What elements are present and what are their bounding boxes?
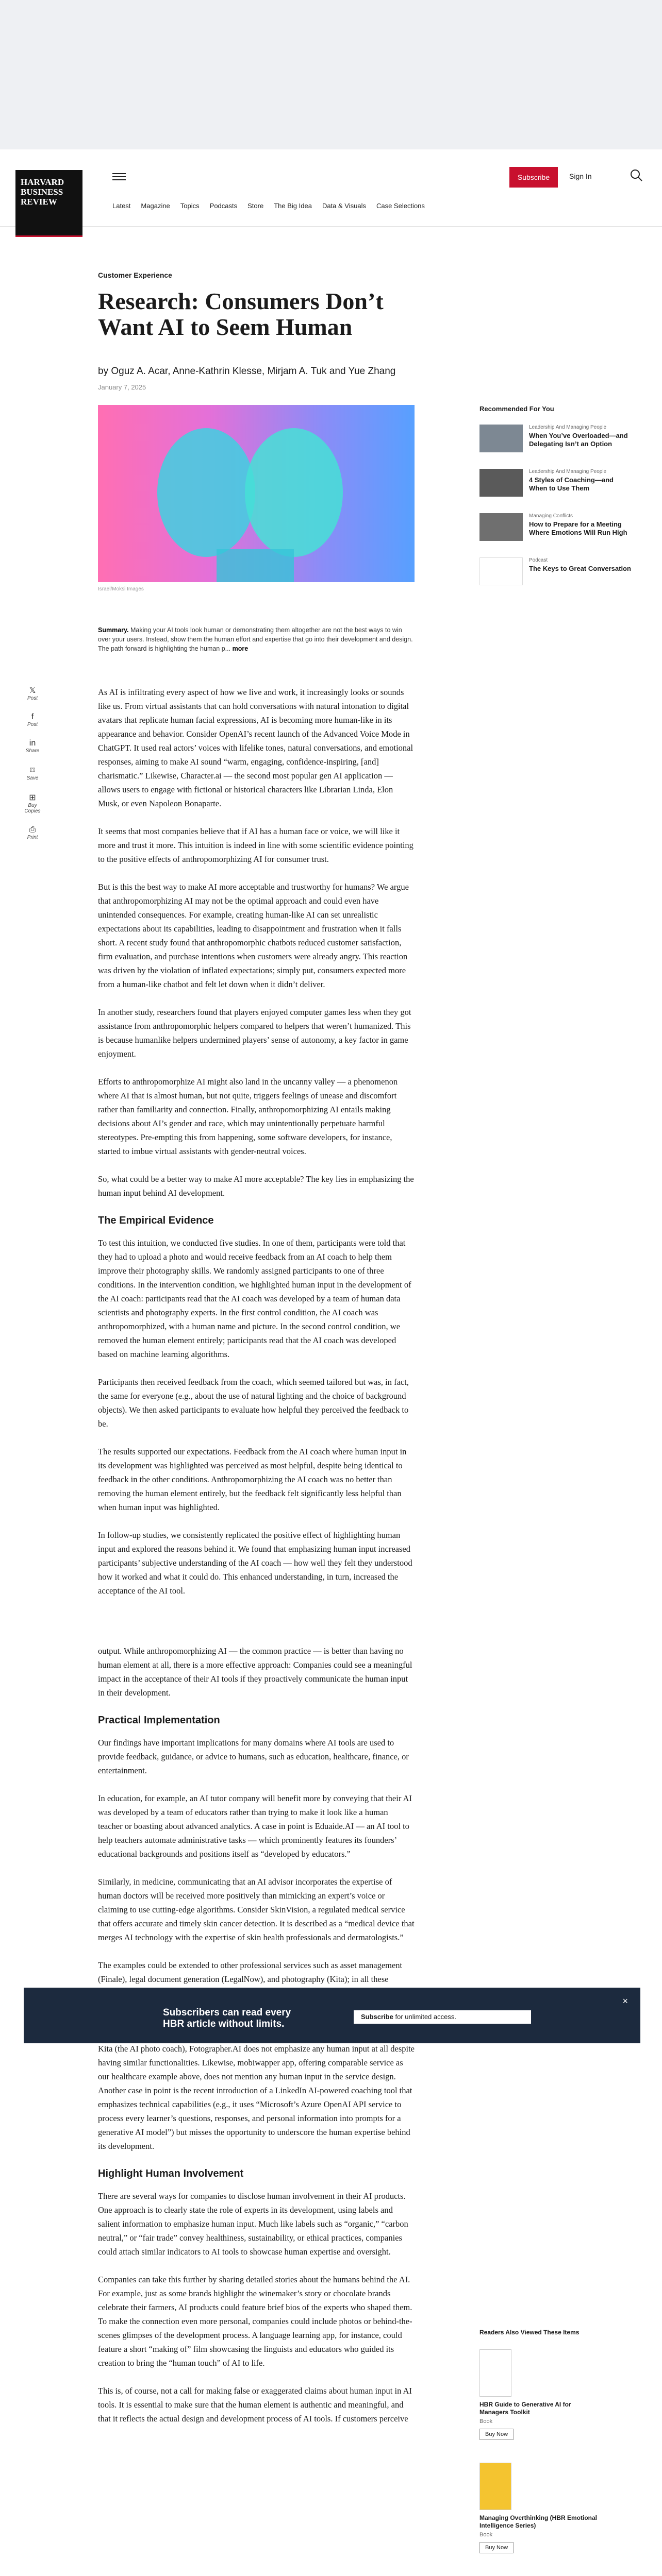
publish-date: January 7, 2025 bbox=[98, 383, 146, 391]
paragraph: To test this intuition, we conducted five studies. In one of them, participants were told that they had to upload a photo and would receive feedback from an AI coach to help them improve their photography skills. We randomly assigned participants to one of three conditions. In the intervention condition, we highlighted human input in the development of the AI coach: participants read that the AI coach was developed by a team of human data scientists and photography experts. In the first control condition, the AI coach was anthropomorphized, with a human name and picture. In the second control condition, we removed the human element entirely; participants read that the AI coach was developed based on machine learning algorithms. bbox=[98, 1238, 411, 1359]
nav-podcasts[interactable]: Podcasts bbox=[209, 202, 238, 210]
recommended-thumbnail bbox=[479, 513, 523, 541]
paragraph: Participants then received feedback from the coach, which seemed tailored but was, in fact, the same for everyone (e.g., about the use of natural lighting and the choice of background objects). We then asked participants to evaluate how helpful they perceived the feedback to be. bbox=[98, 1377, 409, 1429]
summary bbox=[98, 625, 415, 653]
paragraph: So, what could be a better way to make AI more acceptable? The key lies in emphasizing the human input behind AI development. bbox=[98, 1174, 414, 1198]
hero-image bbox=[98, 405, 415, 582]
nav-case-selections[interactable]: Case Selections bbox=[376, 202, 425, 210]
recommended-title: Recommended For You bbox=[479, 405, 554, 413]
paragraph: Similarly, in medicine, communicating that an AI advisor incorporates the expertise of human doctors will be received more positively than mimicking an expert’s voice or claiming to use cutting-edge algorithms. Consider SkinVision, a regulated medical service that offers accurate and timely skin cancer detection. It is described as a “medical device that merges AI technology with the expertise of skin health professionals and dermatologists.” bbox=[98, 1877, 415, 1942]
buy-now-button[interactable]: Buy Now bbox=[479, 2429, 514, 2440]
hbr-logo[interactable]: HARVARD BUSINESS REVIEW bbox=[15, 170, 82, 237]
paragraph: In education, for example, an AI tutor company will benefit more by conveying that their AI was developed by a team of educators rather than trying to make it look like a human teacher or boasting about advanced analytics. A case in point is Eduaide.AI — an AI tool to help teachers automate administrative tasks — which prominently features its founders’ educational backgrounds and positions itself as “developed by educators.” bbox=[98, 1793, 412, 1859]
paywall-message: Subscribers can read every HBR article without limits. bbox=[163, 2007, 291, 2029]
paywall-banner bbox=[24, 1988, 640, 2043]
section-heading: Highlight Human Involvement bbox=[98, 2168, 244, 2179]
paragraph: output. While anthropomorphizing AI — the common practice — is better than having no human element at all, there is a more effective approach: Companies could see a meaningful impact in the acceptance of their AI tools if they proactively communicate the human input in their development. bbox=[98, 1646, 412, 1698]
bookmark-icon: ⌑ bbox=[30, 766, 35, 775]
share-x[interactable]: 𝕏 Post bbox=[24, 685, 41, 701]
section-heading: The Empirical Evidence bbox=[98, 1215, 214, 1226]
recommended-thumbnail bbox=[479, 425, 523, 452]
share-rail bbox=[24, 685, 41, 852]
article-title: Research: Consumers Don’t Want AI to Seem Human bbox=[98, 288, 384, 340]
paragraph: There are several ways for companies to disclose human involvement in their AI products. One approach is to clearly state the role of experts in its development, using labels and salient information to emphasize human input. Much like labels such as “organic,” “carbon neutral,” or “fair trade” convey healthiness, sustainability, or ethical practices, companies could attach similar indicators to AI tools to showcase human expertise and oversight. bbox=[98, 2191, 408, 2257]
facebook-icon: f bbox=[31, 713, 34, 721]
subscribe-button[interactable]: Subscribe bbox=[509, 167, 558, 188]
nav-big-idea[interactable]: The Big Idea bbox=[274, 202, 312, 210]
book-cover bbox=[479, 2463, 511, 2510]
menu-icon[interactable] bbox=[112, 171, 126, 182]
paragraph: In another study, researchers found that players enjoyed computer games less when they got assistance from anthropomorphic helpers compared to helpers that weren’t humanized. This is because humanlike helpers undermined players’ sense of autonomy, a key factor in game enjoyment. bbox=[98, 1007, 411, 1059]
share-buy-copies[interactable]: ⊞ Buy Copies bbox=[24, 793, 41, 814]
share-print[interactable]: ⎙ Print bbox=[24, 825, 41, 840]
readers-also-viewed-title: Readers Also Viewed These Items bbox=[479, 2329, 580, 2336]
share-linkedin[interactable]: in Share bbox=[24, 739, 41, 754]
x-icon: 𝕏 bbox=[29, 686, 36, 695]
product-card[interactable]: Managing Overthinking (HBR Emotional Intelligence Series) Book Buy Now bbox=[479, 2463, 598, 2553]
search-icon[interactable] bbox=[629, 168, 643, 182]
linkedin-icon: in bbox=[29, 739, 36, 748]
paragraph: Efforts to anthropomorphize AI might also land in the uncanny valley — a phenomenon where AI that is almost human, but not quite, triggers feelings of unease and discomfort rather than familiarity and connection. Finally, anthropomorphizing AI entails making decisions about AI’s gender and race, which may unintentionally perpetuate harmful stereotypes. Pre-empting this from happening, some software developers, for instance, started to imbue virtual assistants with gender-neutral voices. bbox=[98, 1077, 398, 1156]
article-body bbox=[98, 685, 415, 2439]
paragraph: It seems that most companies believe that if AI has a human face or voice, we will like it more and trust it more. This intuition is indeed in line with some scientific evidence pointing to the positive effects of anthropomorphizing AI for consumer trust. bbox=[98, 826, 413, 864]
paragraph: Our findings have important implications for many domains where AI tools are used to provide feedback, guidance, or advice to humans, such as education, healthcare, finance, or entertainment. bbox=[98, 1738, 409, 1775]
paragraph: The results supported our expectations. Feedback from the AI coach where human input in its development was highlighted was perceived as most helpful, despite being identical to feedback in the other conditions. Anthropomorphizing the AI coach was no better than removing the human element entirely, but the feedback felt significantly less helpful than when human input was highlighted. bbox=[98, 1447, 407, 1512]
recommended-thumbnail bbox=[479, 469, 523, 497]
sign-in-link[interactable]: Sign In bbox=[569, 172, 592, 180]
product-card[interactable]: HBR Guide to Generative AI for Managers Toolkit Book Buy Now bbox=[479, 2349, 598, 2440]
summary-more[interactable]: more bbox=[232, 645, 249, 652]
paragraph: This is, of course, not a call for making false or exaggerated claims about human input in AI tools. It is essential to make sure that the human element is authentic and meaningful, and that it reflects the actual design and development process of AI tools. If customers perceive bbox=[98, 2386, 412, 2424]
summary-label: Summary. bbox=[98, 626, 129, 634]
paragraph: In follow-up studies, we consistently replicated the positive effect of highlighting human input and explored the reasons behind it. We found that emphasizing human input increased participants’ subjective understanding of the AI coach — how well they felt they understood how it worked and what it could do. This enhanced understanding, in turn, increased the acceptance of the AI tool. bbox=[98, 1530, 412, 1596]
nav-latest[interactable]: Latest bbox=[112, 202, 131, 210]
site-header bbox=[0, 149, 662, 227]
buy-now-button[interactable]: Buy Now bbox=[479, 2542, 514, 2553]
cart-icon: ⊞ bbox=[29, 793, 36, 802]
paywall-subscribe-button[interactable]: Subscribe for unlimited access. bbox=[354, 2010, 531, 2024]
image-credit: Israel/Moksi Images bbox=[98, 586, 144, 592]
nav-topics[interactable]: Topics bbox=[180, 202, 200, 210]
paragraph: The examples could be extended to other professional services such as asset management (Finale), legal document generation (LegalNow), and photography (Kita); in all these bbox=[98, 1960, 403, 1984]
book-cover bbox=[479, 2349, 511, 2397]
nav-store[interactable]: Store bbox=[247, 202, 264, 210]
share-facebook[interactable]: f Post bbox=[24, 713, 41, 727]
nav-magazine[interactable]: Magazine bbox=[141, 202, 170, 210]
podcast-thumbnail bbox=[479, 557, 523, 585]
byline: by Oguz A. Acar, Anne-Kathrin Klesse, Mirjam A. Tuk and Yue Zhang bbox=[98, 366, 396, 377]
section-heading: Practical Implementation bbox=[98, 1715, 220, 1726]
share-save[interactable]: ⌑ Save bbox=[24, 765, 41, 781]
top-ad-banner bbox=[0, 0, 662, 149]
article-category[interactable]: Customer Experience bbox=[98, 271, 172, 279]
paragraph: But is this the best way to make AI more acceptable and trustworthy for humans? We argue that anthropomorphizing AI may not be the optimal approach and could even have unintended consequences. For example, creating human-like AI can set unrealistic expectations about its capabilities, leading to disappointment and frustration when it falls short. A recent study found that anthropomorphic chatbots reduced customer satisfaction, firm evaluation, and purchase intentions when customers were already angry. This reaction was driven by the violation of inflated expectations; simply put, consumers expected more from a human-like chatbot and felt let down when it didn’t deliver. bbox=[98, 882, 409, 989]
paragraph: Companies can take this further by sharing detailed stories about the humans behind the AI. For example, just as some brands highlight the winemaker’s story or chocolate brands celebrate their farmers, AI products could feature brief bios of the experts who shaped them. To make the connection even more personal, companies could include photos or behind-the-scenes glimpses of the development process. A language learning app, for instance, could feature a short “making of” film showcasing the linguists and educators who guided its creation to bring the “human touch” of AI to life. bbox=[98, 2275, 412, 2368]
paragraph: As AI is infiltrating every aspect of how we live and work, it increasingly looks or sounds like us. From virtual assistants that can hold conversations with natural intonation to digital avatars that replicate human facial expressions, AI is becoming more human-like in its appearance and behavior. Consider OpenAI’s recent launch of the Advanced Voice Mode in ChatGPT. It used real actors’ voices with lifelike tones, natural conversations, and emotional responses, aiming to make AI sound “warm, engaging, confidence-inspiring, [and] charismatic.” Likewise, Character.ai — the second most popular gen AI application — allows users to engage with fictional or historical characters like Librarian Linda, Elon Musk, or even Napoleon Bonaparte. bbox=[98, 687, 413, 808]
summary-text: Making your AI tools look human or demonstrating them altogether are not the best ways to win over your users. Instead, show them the human effort and expertise that go into their development and design. The path forward is highlighting the human p... bbox=[98, 626, 413, 652]
main-nav bbox=[112, 202, 425, 210]
paragraph: Kita (the AI photo coach), Fotographer.AI does not emphasize any human input at all despite having similar functionalities. Likewise, mobiwapper app, offering comparable service as our healthcare example above, does not mention any human input in the service design. Another case in point is the recent introduction of a LinkedIn AI-powered coaching tool that emphasizes technical capabilities (e.g., it uses “Microsoft’s Azure OpenAI API service to process every learner’s questions, responses, and personal information into prompts for a generative AI model”) but misses the opportunity to underscore the human expertise behind its development. bbox=[98, 2044, 415, 2151]
nav-data-visuals[interactable]: Data & Visuals bbox=[322, 202, 366, 210]
print-icon: ⎙ bbox=[29, 825, 36, 834]
close-icon[interactable]: × bbox=[622, 1996, 628, 2006]
